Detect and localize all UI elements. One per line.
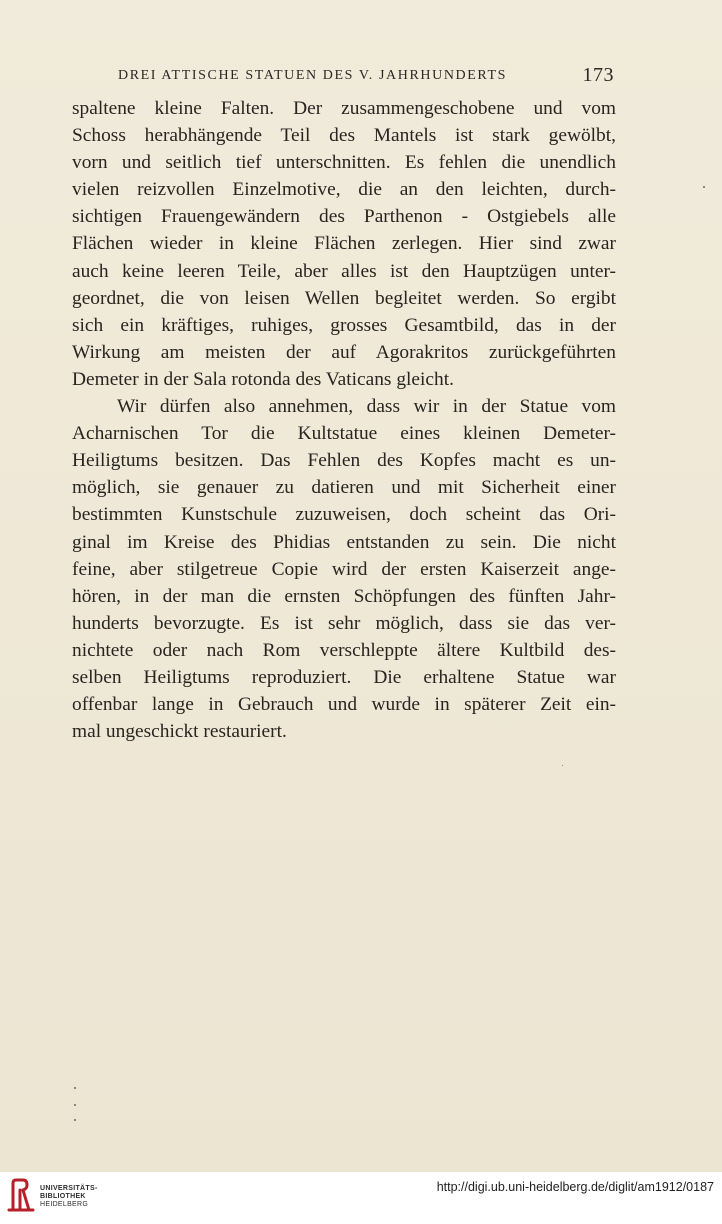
paper-speck: [74, 1104, 76, 1106]
text-line: nichtete oder nach Rom verschleppte ältere Kultbild des-: [72, 639, 616, 661]
body-text: [72, 95, 616, 745]
text-line: spaltene kleine Falten. Der zusammengeschobene und vom: [72, 98, 616, 119]
text-line: Heiligtums besitzen. Das Fehlen des Kopfes macht es un-: [72, 450, 616, 472]
text-line: möglich, sie genauer zu datieren und mit Sicherheit einer: [72, 477, 616, 499]
library-name-line: UNIVERSITÄTS-: [40, 1185, 98, 1192]
paper-speck: [562, 765, 563, 766]
text-line: Demeter in der Sala rotonda des Vaticans gleicht.: [72, 368, 454, 390]
text-line: hunderts bevorzugte. Es ist sehr möglich, dass sie das ver-: [72, 612, 616, 634]
university-library-logo: [6, 1177, 36, 1213]
text-line: mal ungeschickt restauriert.: [72, 721, 287, 743]
paragraph-first-line: Wir dürfen also annehmen, dass wir in der Statue vom: [117, 396, 616, 418]
source-url-link[interactable]: http://digi.ub.uni-heidelberg.de/diglit/am1912/0187: [436, 1180, 714, 1194]
library-name-line: HEIDELBERG: [40, 1201, 89, 1208]
text-line: vorn und seitlich tief unterschnitten. Es fehlen die unendlich: [72, 152, 616, 174]
paper-speck: [74, 1087, 76, 1089]
text-line: sichtigen Frauengewändern des Parthenon - Ostgiebels alle: [72, 206, 616, 228]
text-line: Flächen wieder in kleine Flächen zerlegen. Hier sind zwar: [72, 233, 616, 255]
text-line: feine, aber stilgetreue Copie wird der ersten Kaiserzeit ange-: [72, 558, 616, 580]
paper-speck: [703, 186, 705, 188]
text-line: geordnet, die von leisen Wellen begleitet werden. So ergibt: [72, 287, 616, 309]
text-line: hören, in der man die ernsten Schöpfungen des fünften Jahr-: [72, 585, 616, 607]
text-line: vielen reizvollen Einzelmotive, die an den leichten, durch-: [72, 179, 616, 201]
page-number: 173: [582, 64, 614, 86]
text-line: bestimmten Kunstschule zuzuweisen, doch scheint das Ori-: [72, 504, 616, 526]
text-line: selben Heiligtums reproduziert. Die erhaltene Statue war: [72, 666, 616, 688]
text-line: offenbar lange in Gebrauch und wurde in späterer Zeit ein-: [72, 694, 616, 716]
paper-speck: [74, 1119, 76, 1121]
running-head: DREI ATTISCHE STATUEN DES V. JAHRHUNDERTS: [118, 68, 508, 83]
text-line: Wirkung am meisten der auf Agorakritos zurückgeführten: [72, 341, 616, 363]
text-line: auch keine leeren Teile, aber alles ist den Hauptzügen unter-: [72, 260, 616, 282]
library-name-line: BIBLIOTHEK: [40, 1193, 86, 1200]
text-line: Schoss herabhängende Teil des Mantels ist stark gewölbt,: [72, 125, 616, 147]
page-header: [118, 64, 614, 88]
library-name: [40, 1185, 98, 1209]
text-line: ginal im Kreise des Phidias entstanden zu sein. Die nicht: [72, 531, 616, 553]
text-line: Acharnischen Tor die Kultstatue eines kleinen Demeter-: [72, 423, 616, 445]
text-line: sich ein kräftiges, ruhiges, grosses Gesamtbild, das in der: [72, 314, 616, 336]
